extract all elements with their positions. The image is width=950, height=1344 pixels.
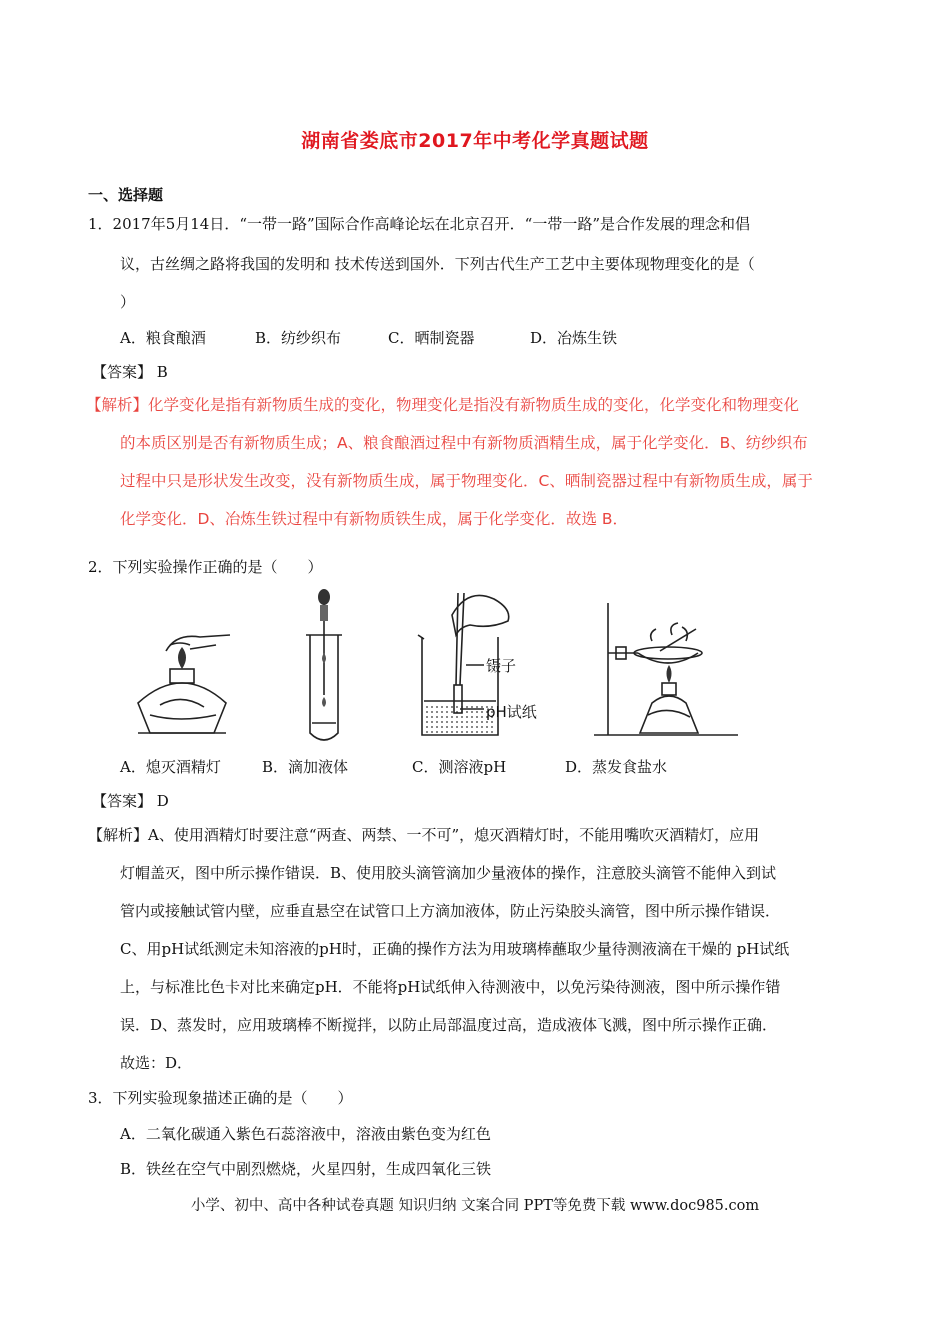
q1-analysis-line4: 化学变化．D、冶炼生铁过程中有新物质铁生成，属于化学变化．故选 B． — [120, 510, 628, 528]
figure-alcohol-lamp-blow — [138, 635, 230, 733]
tweezers-label: 镊子 — [486, 657, 517, 675]
figure-evaporation-stand — [594, 603, 738, 735]
q2-analysis-line2: 灯帽盖灭，图中所示操作错误．B、使用胶头滴管滴加少量液体的操作，注意胶头滴管不能伸入到试 — [120, 864, 777, 882]
q2-analysis-line1: 【解析】A、使用酒精灯时要注意“两查、两禁、一不可”，熄灭酒精灯时，不能用嘴吹灭酒精灯，应用 — [88, 826, 760, 844]
q2-analysis-line5: 上，与标准比色卡对比来确定pH．不能将pH试纸伸入待测液中，以免污染待测液，图中所示操作错 — [120, 978, 781, 996]
q3-option-b: B．铁丝在空气中剧烈燃烧，火星四射，生成四氧化三铁 — [120, 1160, 492, 1178]
q1-answer: 【答案】 B — [92, 363, 168, 381]
q1-option-a: A．粮食酿酒 — [120, 329, 206, 347]
q1-option-d: D．冶炼生铁 — [530, 329, 618, 347]
figure-ph-test-beaker — [418, 593, 537, 735]
ph-paper-label: pH试纸 — [486, 703, 537, 721]
q2-analysis-line6: 误．D、蒸发时，应用玻璃棒不断搅拌，以防止局部温度过高，造成液体飞溅，图中所示操作正确． — [120, 1016, 778, 1034]
page-footer: 小学、初中、高中各种试卷真题 知识归纳 文案合同 PPT等免费下载 www.doc985.com — [190, 1198, 760, 1214]
q2-option-a: A．熄灭酒精灯 — [120, 758, 221, 776]
q1-line3: ） — [120, 293, 136, 311]
q1-analysis-line2: 的本质区别是否有新物质生成；A、粮食酿酒过程中有新物质酒精生成，属于化学变化．B、纺纱织布 — [120, 434, 808, 452]
q2-figures — [120, 585, 760, 745]
q1-line1: 1．2017年5月14日．“一带一路”国际合作高峰论坛在北京召开．“一带一路”是合作发展的理念和倡 — [88, 215, 751, 233]
q1-option-c: C．晒制瓷器 — [388, 329, 475, 347]
q3-stem: 3．下列实验现象描述正确的是（ ） — [88, 1089, 353, 1107]
page-title: 湖南省娄底市2017年中考化学真题试题 — [301, 130, 649, 152]
figure-dropper-test-tube — [306, 589, 342, 740]
q2-option-d: D．蒸发食盐水 — [565, 758, 668, 776]
q2-analysis-line7: 故选：D． — [120, 1054, 193, 1072]
q3-option-a: A．二氧化碳通入紫色石蕊溶液中，溶液由紫色变为红色 — [120, 1125, 491, 1143]
section-heading: 一、选择题 — [88, 186, 164, 204]
q1-analysis-line1: 【解析】化学变化是指有新物质生成的变化，物理变化是指没有新物质生成的变化，化学变化和物理变化 — [86, 396, 800, 414]
q1-analysis-line3: 过程中只是形状发生改变，没有新物质生成，属于物理变化．C、晒制瓷器过程中有新物质生成，属于 — [120, 472, 813, 490]
q2-stem: 2．下列实验操作正确的是（ ） — [88, 558, 323, 576]
q2-analysis-line3: 管内或接触试管内壁，应垂直悬空在试管口上方滴加液体，防止污染胶头滴管，图中所示操作错误． — [120, 902, 781, 920]
q2-option-b: B．滴加液体 — [262, 758, 349, 776]
q1-line2: 议，古丝绸之路将我国的发明和 技术传送到国外．下列古代生产工艺中主要体现物理变化的是（ — [120, 255, 755, 273]
q1-option-b: B．纺纱织布 — [255, 329, 342, 347]
q2-answer: 【答案】 D — [92, 792, 169, 810]
q2-option-c: C．测溶液pH — [412, 758, 507, 776]
q2-analysis-line4: C、用pH试纸测定未知溶液的pH时，正确的操作方法为用玻璃棒蘸取少量待测液滴在干燥的 pH试纸 — [120, 940, 790, 958]
